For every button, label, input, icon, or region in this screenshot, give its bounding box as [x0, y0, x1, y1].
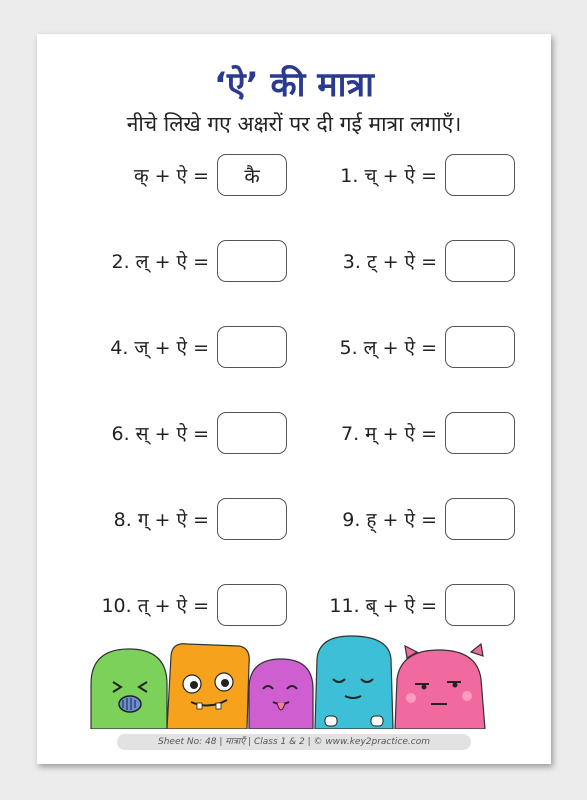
question-expression: 10. त् + ऐ = — [101, 595, 209, 617]
answer-box[interactable] — [445, 154, 515, 196]
question-expression: 6. स् + ऐ = — [111, 423, 209, 445]
blue-monster — [315, 636, 393, 729]
question-expression: 4. ज् + ऐ = — [110, 337, 209, 359]
answer-box[interactable] — [445, 326, 515, 368]
example-answer: कै — [244, 163, 260, 188]
question-6 — [37, 410, 287, 456]
worksheet — [37, 34, 551, 764]
question-expression: क् + ऐ = — [133, 165, 209, 187]
question-expression: 7. म् + ऐ = — [341, 423, 437, 445]
example-question — [37, 152, 287, 198]
answer-box — [217, 154, 287, 196]
question-expression: 5. ल् + ऐ = — [339, 337, 437, 359]
question-expression: 11. ब् + ऐ = — [329, 595, 437, 617]
green-monster — [91, 649, 167, 729]
question-expression: 3. ट् + ऐ = — [342, 251, 437, 273]
answer-box[interactable] — [217, 498, 287, 540]
answer-box[interactable] — [445, 240, 515, 282]
answer-box[interactable] — [217, 240, 287, 282]
question-1 — [287, 152, 515, 198]
answer-box[interactable] — [217, 584, 287, 626]
question-10 — [37, 582, 287, 628]
orange-monster — [167, 644, 249, 729]
answer-box[interactable] — [217, 326, 287, 368]
answer-box[interactable] — [217, 412, 287, 454]
answer-box[interactable] — [445, 584, 515, 626]
question-3 — [287, 238, 515, 284]
worksheet-title: ‘ऐ’ की मात्रा — [214, 65, 374, 105]
footer-bar: Sheet No: 48 | मात्राएँ | Class 1 & 2 | © www.key2practice.com — [117, 734, 471, 750]
question-9 — [287, 496, 515, 542]
instruction-text: नीचे लिखे गए अक्षरों पर दी गई मात्रा लगाएँ। — [126, 112, 462, 136]
question-5 — [287, 324, 515, 370]
pink-monster — [395, 644, 485, 729]
question-expression: 1. च् + ऐ = — [340, 165, 437, 187]
question-expression: 9. ह् + ऐ = — [342, 509, 437, 531]
question-expression: 8. ग् + ऐ = — [113, 509, 209, 531]
question-expression: 2. ल् + ऐ = — [111, 251, 209, 273]
answer-box[interactable] — [445, 498, 515, 540]
purple-monster — [249, 659, 313, 729]
monsters-illustration — [89, 634, 499, 729]
question-8 — [37, 496, 287, 542]
question-7 — [287, 410, 515, 456]
question-2 — [37, 238, 287, 284]
answer-box[interactable] — [445, 412, 515, 454]
question-11 — [287, 582, 515, 628]
question-4 — [37, 324, 287, 370]
